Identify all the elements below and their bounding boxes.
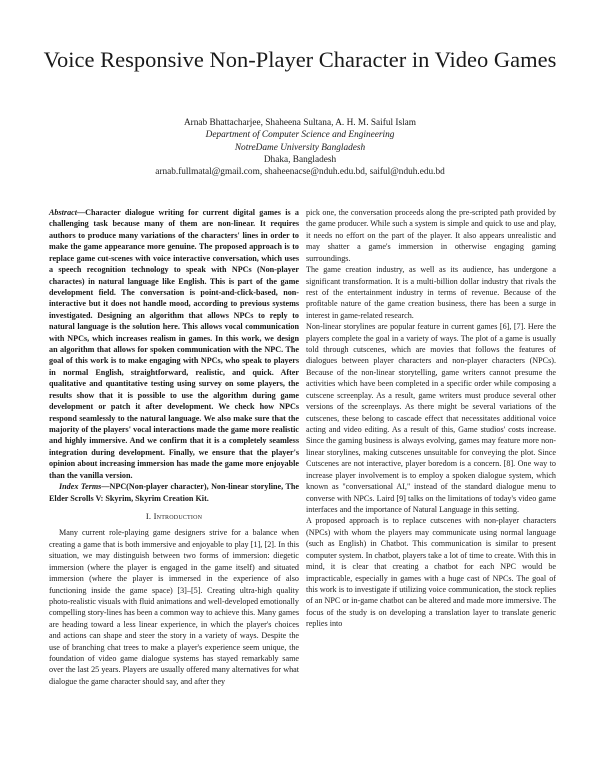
index-terms-text: NPC(Non-player character), Non-linear storyline, The Elder Scrolls V: Skyrim, Skyrim Creation Kit. bbox=[49, 482, 299, 503]
index-terms-label: Index Terms bbox=[59, 482, 102, 492]
body-paragraph: The game creation industry, as well as its audience, has undergone a significant transformation. It is a multi-billion dollar industry that rivals the rest of the entertainment industry in terms of revenue. Because of the profitable nature of the game creation business, there has been a surge in interest in game-related research. bbox=[306, 265, 556, 320]
paper-title: Voice Responsive Non-Player Character in Video Games bbox=[43, 47, 557, 72]
abstract-label: Abstract bbox=[49, 208, 77, 217]
abstract-text: Character dialogue writing for current digital games is a challenging task because many of them are non-linear. It requires authors to produce many variations of the characters' lines in order to make the game appearance more genuine. The proposed approach is to replace game cut-scenes with voice interactive conversation, which uses a speech recognition technology to speak with NPCs (Non-player charactes) in natural language like English. This is part of the game development field. The conversation is point-and-click-based, non-interactive but it does not handle mood, according to previous systems investigated. Designing an algorithm that allows NPCs to reply to natural language is the solution here. This allows vocal communication with NPCs, which increases realism in games. In this work, we design an algorithm that allows for spoken communication with the NPC. The goal of this work is to make engaging with NPCs, who speak to players in normal English, straightforward, realistic, and quick. After qualitative and quantitative testing using survey on some players, the results show that it is possible to use the algorithm during game development or patch it after development. We check how NPCs respond seamlessly to the natural language. We also make sure that the majority of the players' vocal interactions made the game more realistic and highly immersive. And we confirm that it is a completely seamless integration during development. Finally, we ensure that the player's opinion about increasing immersion has made the game more enjoyable than the vanilla version. bbox=[49, 208, 299, 480]
intro-paragraph: Many current role-playing game designers strive for a balance when creating a game that is both immersive and enjoyable to play [1], [2]. In this situation, we may distinguish between two forms of immersion: diegetic immersion (where the player is engaged in the game itself) and situated immersion (where the player is immersed in the experience of also functioning inside the game space) [3]–[5]. Creating ultra-high quality photo-realistic visuals with fluid animations and well-developed emotionally compelling story-lines has been a common way to achieve this. Many games are heading toward a less linear experience, in which the player's choices and actions can shape and steer the story in a variety of ways. Despite the use of branching chat trees to make a player's experience seem unique, the foundation of video game dialogue systems has stayed remarkably same over the last 25 years. Players are usually offered many alternatives for what dialogue the game character should say, and after they bbox=[49, 528, 299, 686]
section-title: Introduction bbox=[153, 510, 203, 521]
author-block bbox=[40, 117, 560, 178]
section-number: I. bbox=[145, 510, 152, 521]
body-paragraph: Non-linear storylines are popular feature in current games [6], [7]. Here the players complete the goal in a variety of ways. The plot of a game is usually told through cutscenes, which are movies that follows the features of dialogues between player characters and non-player characters (NPCs). Because of the non-linear storytelling, game writers cannot presume the activities which have been completed in a specific order while composing a cutscene screenplay. As a result, game writers must produce several other versions of the screenplays. As there might be several variations of the cutscenes, these belong to cascade effect that necessitates additional voice acting and video editing. As a result of this, Game studios' costs increase. Since the gaming business is always evolving, games may feature more non-linear storylines, making cutscenes unsuitable for conveying the plot. Since Cutscenes are not interactive, player boredom is a concern. [8]. One way to increase player involvement is to employ a spoken dialogue system, which known as "conversational AI," instead of the standard dialogue menu to converse with NPCs. Laird [9] talks on the limitations of today's video game interfaces and the importance of Natural Language in this setting. bbox=[306, 322, 556, 514]
index-terms: Index Terms—NPC(Non-player character), Non-linear storyline, The Elder Scrolls V: Skyrim, Skyrim Creation Kit. bbox=[49, 482, 299, 503]
university: NotreDame University Bangladesh bbox=[234, 142, 366, 153]
abstract: Abstract—Character dialogue writing for current digital games is a challenging task because many of them are non-linear. It requires authors to produce many variations of the characters' lines in order to make the game appearance more genuine. The proposed approach is to replace game cut-scenes with voice interactive conversation, which uses a speech recognition technology to speak with NPCs (Non-player charactes) in natural language like English. This is part of the game development field. The conversation is point-and-click-based, non-interactive but it does not handle mood, according to previous systems investigated. Designing an algorithm that allows NPCs to reply to natural language is the solution here. This allows vocal communication with NPCs, which increases realism in games. In this work, we design an algorithm that allows for spoken communication with the NPC. The goal of this work is to make engaging with NPCs, who speak to players in normal English, straightforward, realistic, and quick. After qualitative and quantitative testing using survey on some players, the results show that it is possible to use the algorithm during game development or patch it after development. We check how NPCs respond seamlessly to the natural language. We also make sure that the majority of the players' vocal interactions made the game more realistic and highly immersive. And we confirm that it is a completely seamless integration during development. Finally, we ensure that the player's opinion about increasing immersion has made the game more enjoyable than the vanilla version. bbox=[49, 208, 299, 480]
department: Department of Computer Science and Engineering bbox=[205, 130, 395, 141]
right-column bbox=[306, 207, 556, 630]
section-heading-introduction bbox=[49, 511, 299, 522]
author-names: Arnab Bhattacharjee, Shaheena Sultana, A. H. M. Saiful Islam bbox=[183, 118, 417, 128]
location: Dhaka, Bangladesh bbox=[263, 154, 337, 165]
left-column bbox=[49, 207, 299, 687]
body-paragraph: A proposed approach is to replace cutscenes with non-player characters (NPCs) with whom the players may communicate using normal language (such as English) in Chatbot. This communication is similar to present computer system. In chatbot, players take a lot of time to create. With this in mind, it is clear that creating a chatbot for each NPC would be impracticable, especially in games with a huge cast of NPCs. The goal of this work is to investigate if utilizing voice communication, the stock replies of an NPC or in-game chatbot can be altered and made more immersive. The focus of the study is on developing a translation layer to translate generic replies into bbox=[306, 516, 556, 629]
body-paragraph: pick one, the conversation proceeds along the pre-scripted path provided by the game producer. While such a system is simple and quick to use and play, it needs no effort on the part of the player. It also appears unrealistic and may shatter a game's immersion in otherwise engaging gaming surroundings. bbox=[306, 208, 556, 263]
author-emails: arnab.fullmatal@gmail.com, shaheenacse@nduh.edu.bd, saiful@nduh.edu.bd bbox=[155, 167, 445, 178]
